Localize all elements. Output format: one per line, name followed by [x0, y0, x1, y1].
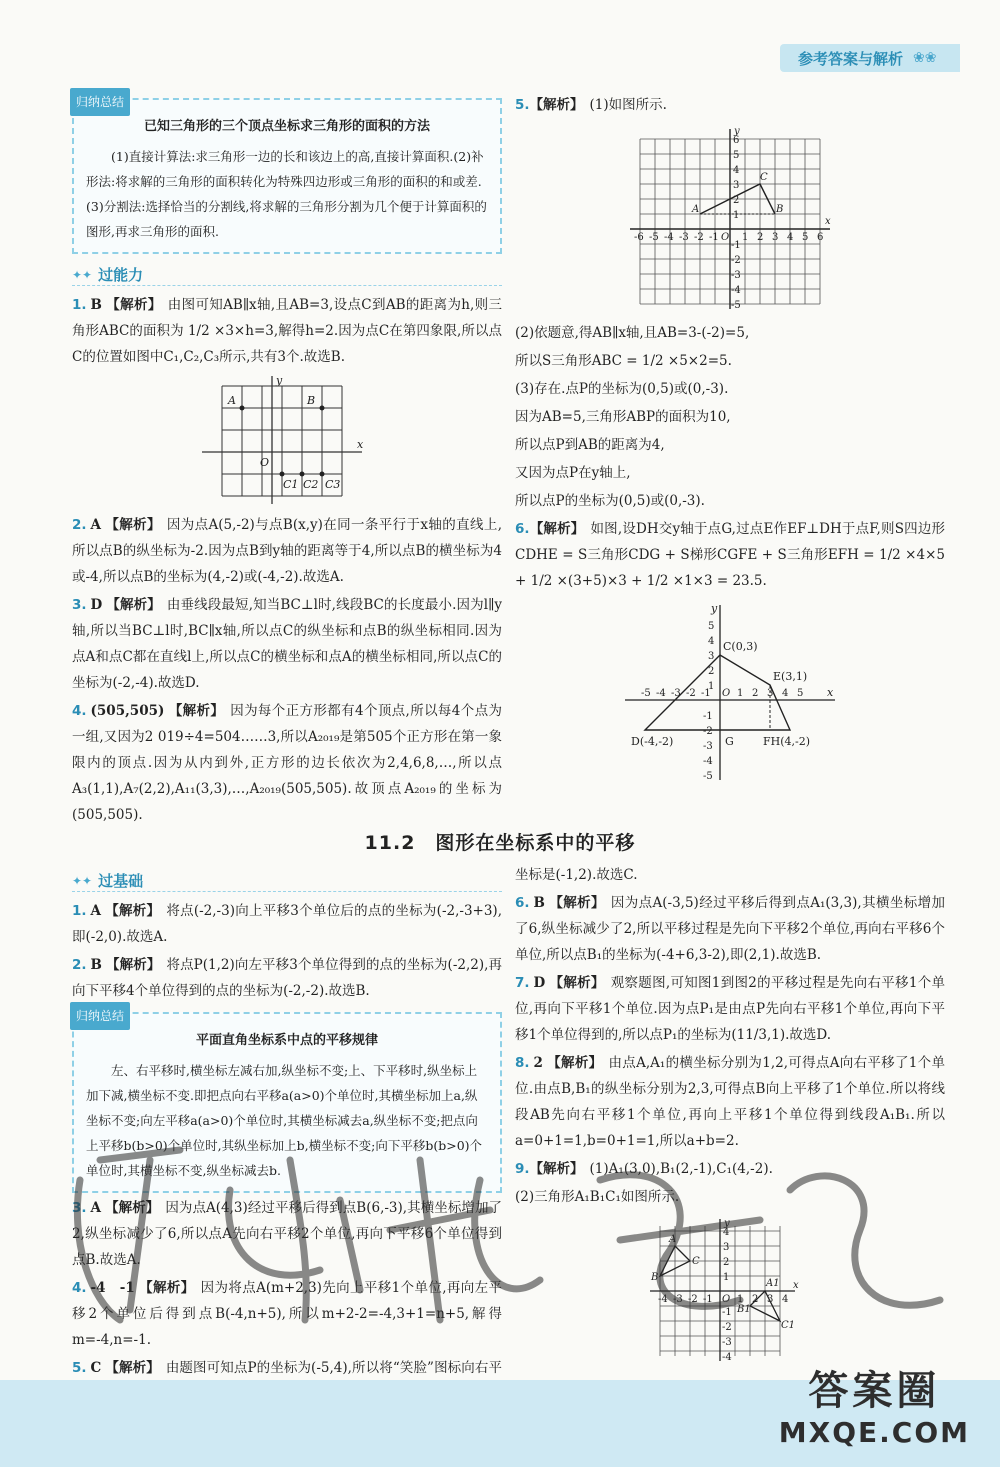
point-label-a: A: [228, 394, 236, 407]
point-label-a: A: [692, 204, 700, 215]
tick-label: -4: [703, 756, 713, 767]
tick-label: 5: [733, 150, 740, 161]
item-text: 因为每个正方形都有4个顶点,所以每4个点为一组,又因为2 019÷4=504……3,所以A₂₀₁₉是第505个正方形在第一象限内的顶点.因为从内到外,正方形的边长依次为2,4,6,8,…,所以点A₃(1,1),A₇(2,2),A₁₁(3,3),…,A₂₀₁₉(505,505).故顶点A₂₀₁₉的坐标为(505,505).: [72, 703, 502, 823]
answer-line: (2)依题意,得AB∥x轴,且AB=3-(-2)=5,: [515, 325, 750, 341]
answer-line: 所以点P的坐标为(0,5)或(0,-3).: [515, 493, 705, 509]
tick-label: -3: [731, 270, 741, 281]
axis-label-y: y: [711, 602, 718, 615]
section-bar: [72, 870, 502, 892]
answer-item: [515, 1156, 945, 1182]
item-answer: B: [90, 297, 102, 313]
summary-title: 平面直角坐标系中点的平移规律: [195, 1033, 378, 1048]
item-number: 5.: [72, 1360, 87, 1376]
summary-box-2: [72, 1009, 502, 1193]
watermark: [779, 1359, 970, 1449]
tick-label: 4: [787, 232, 794, 243]
tick-label: 6: [817, 232, 824, 243]
tick-label: -5: [703, 771, 713, 782]
answer-line: 所以点P到AB的距离为4,: [515, 437, 665, 453]
tick-label: 6: [733, 135, 740, 146]
item-answer: B: [533, 895, 545, 911]
item-text: 由题图可知点P的坐标为(-5,4),所以将“笑脸”图标向右平: [165, 1360, 502, 1376]
item-tag: 【解析】: [105, 1360, 160, 1376]
item-tag: 【解析】: [529, 521, 585, 537]
flower-icon: ❀❀: [913, 50, 937, 66]
chapter-title: 11.2 图形在坐标系中的平移: [364, 832, 636, 854]
tick-label: 4: [708, 636, 715, 647]
tick-label: 2: [708, 666, 715, 677]
tick-label: -2: [731, 255, 741, 266]
tick-label: 3: [767, 1294, 774, 1305]
point-label-d: D(-4,-2): [631, 735, 674, 748]
header-tab: [780, 44, 960, 72]
item-text: 因为点A(4,3)经过平移后得到点B(6,-3),其横坐标增加了2,纵坐标减少了6,所以点A先向右平移2个单位,再向下平移6个单位得到点B.故选A.: [72, 1200, 503, 1268]
tick-label: -2: [703, 726, 713, 737]
item-tag: 【解析】: [105, 1200, 160, 1216]
axis-label-x: x: [827, 686, 834, 699]
point-label-b: B: [307, 394, 316, 407]
summary-body: (1)直接计算法:求三角形一边的长和该边上的高,直接计算面积.(2)补形法:将求解的三角形的面积转化为特殊四边形或三角形的面积的和或差.(3)分割法:选择恰当的分割线,将求解的三角形分割为几个便于计算面积的图形,再求三角形的面积.: [86, 149, 487, 239]
answer-line: 所以S三角形ABC = 1/2 ×5×2=5.: [515, 353, 732, 369]
tick-label: 3: [767, 688, 774, 699]
tick-label: -1: [701, 688, 711, 699]
item-answer: -4 -1: [90, 1280, 135, 1296]
tick-label: 1: [733, 210, 740, 221]
point-label-b1: B1: [737, 1304, 751, 1315]
answer-item: [72, 698, 502, 828]
tick-label: -1: [703, 711, 713, 722]
item-tag: 【解析】: [105, 903, 161, 919]
item-answer: A: [90, 1200, 102, 1216]
point-label-a1: A1: [766, 1278, 780, 1289]
point-label-c1: C1: [781, 1320, 796, 1331]
item-number: 8.: [515, 1055, 530, 1071]
item-number: 3.: [72, 597, 87, 613]
answer-line: 因为AB=5,三角形ABP的面积为10,: [515, 409, 731, 425]
sparkle-icon: ✦✦: [72, 873, 93, 888]
tick-label: O: [722, 688, 731, 699]
axis-label-x: x: [793, 1280, 799, 1291]
tick-label: 1: [737, 688, 744, 699]
tick-label: -3: [679, 232, 689, 243]
answer-item: [72, 1195, 502, 1273]
item-tag: 【解析】: [105, 957, 161, 973]
axis-label-x: x: [825, 216, 831, 227]
point-label-c: C: [760, 172, 768, 183]
item-number: 6.: [515, 521, 530, 537]
tick-label: 3: [733, 180, 740, 191]
item-answer: C: [90, 1360, 102, 1376]
item-number: 4.: [72, 1280, 87, 1296]
item-text: 如图,设DH交y轴于点G,过点E作EF⊥DH于点F,则S四边形CDHE = S三角形CDG + S梯形CGFE + S三角形EFH = 1/2 ×4×5 + 1/2 ×(3+5)×3 + 1/2 ×1×3 = 23.5.: [515, 521, 946, 589]
tick-label: 2: [733, 195, 740, 206]
tick-label: 2: [723, 1257, 730, 1268]
item-text: 由图可知AB∥x轴,且AB=3,设点C到AB的距离为h,则三角形ABC的面积为 1/2 ×3×h=3,解得h=2.因为点C在第四象限,所以点C的位置如图中C₁,C₂,C₃所示,共有3个.故选B.: [72, 297, 502, 365]
tick-label: 4: [733, 165, 740, 176]
answer-item: [515, 92, 945, 118]
coordinate-figure-6: [615, 600, 845, 785]
sparkle-icon: ✦✦: [72, 267, 93, 282]
section-bar: [72, 264, 502, 286]
tick-label: -3: [722, 1337, 732, 1348]
item-answer: (505,505): [90, 703, 165, 719]
point-label-b: B: [776, 204, 784, 215]
item-answer: 2: [533, 1055, 543, 1071]
item-text: 因为将点A(m+2,3)先向上平移1个单位,再向左平移2个单位后得到点B(-4,n+5),所以m+2-2=-4,3+1=n+5,解得m=-4,n=-1.: [72, 1280, 502, 1348]
tick-label: 4: [782, 1294, 789, 1305]
tick-label: -3: [671, 688, 681, 699]
item-number: 2.: [72, 517, 87, 533]
point-label-c: C(0,3): [723, 640, 758, 653]
item-answer: B: [90, 957, 102, 973]
tick-label: -4: [664, 232, 674, 243]
point-label-c: C: [692, 1256, 700, 1267]
item-text: (1)如图所示.: [589, 97, 667, 113]
grid-figure-1: [202, 376, 372, 506]
answer-item: [72, 512, 502, 590]
tick-label: 2: [752, 1294, 759, 1305]
tick-label: 4: [782, 688, 789, 699]
tick-label: -2: [722, 1322, 732, 1333]
tick-label: 1: [742, 232, 749, 243]
tick-label: 1: [708, 681, 715, 692]
tick-label: 5: [708, 621, 715, 632]
tick-label: -1: [731, 240, 741, 251]
item-tag: 【解析】: [138, 1280, 195, 1296]
tick-label: 4: [723, 1227, 730, 1238]
summary-box-1: [72, 95, 502, 254]
axis-label-y: y: [734, 126, 740, 137]
section-title: 过基础: [98, 871, 144, 890]
tick-label: -3: [703, 741, 713, 752]
summary-title: 已知三角形的三个顶点坐标求三角形的面积的方法: [143, 119, 430, 134]
item-tag: 【解析】: [549, 975, 605, 991]
item-answer: D: [90, 597, 103, 613]
tick-label: -5: [641, 688, 651, 699]
answer-item: [72, 592, 502, 696]
item-text: 将点P(1,2)向左平移3个单位得到的点的坐标为(-2,2),再向下平移4个单位得到的点的坐标为(-2,-2).故选B.: [72, 957, 503, 999]
item-tag: 【解析】: [546, 1055, 603, 1071]
tick-label: -6: [634, 232, 644, 243]
tick-label: -4: [656, 688, 666, 699]
item-number: 2.: [72, 957, 87, 973]
tick-label: 1: [723, 1272, 730, 1283]
axis-label-x: x: [357, 438, 364, 451]
grid-figure-5: [620, 124, 840, 314]
answer-item: [515, 890, 945, 968]
item-number: 5.: [515, 97, 530, 113]
answer-line: 又因为点P在y轴上,: [515, 465, 631, 481]
tick-label: 3: [708, 651, 715, 662]
item-text: 因为点A(-3,5)经过平移后得到点A₁(3,3),其横坐标增加了6,纵坐标减少了2,所以平移过程是先向下平移2个单位,再向右平移6个单位,所以点B₁的坐标为(-4+6,3-2),即(2,1).故选B.: [515, 895, 945, 963]
tick-label: 3: [723, 1242, 730, 1253]
item-number: 7.: [515, 975, 530, 991]
tick-label: -1: [722, 1307, 732, 1318]
tick-label: -2: [694, 232, 704, 243]
tick-label: -4: [658, 1294, 668, 1305]
item-number: 1.: [72, 297, 87, 313]
point-label-c3: C3: [325, 478, 341, 491]
item-number: 3.: [72, 1200, 87, 1216]
item-number: 9.: [515, 1161, 530, 1177]
tick-label: 2: [757, 232, 764, 243]
section-title: 过能力: [98, 265, 144, 284]
item-tag: 【解析】: [529, 1161, 584, 1177]
item-answer: D: [533, 975, 546, 991]
answer-line: (3)存在.点P的坐标为(0,5)或(0,-3).: [515, 381, 729, 397]
item-number: 4.: [72, 703, 87, 719]
item-answer: A: [90, 517, 102, 533]
left-column: [72, 90, 502, 830]
item-text: 由点A,A₁的横坐标分别为1,2,可得点A向右平移了1个单位.由点B,B₁的纵坐标分别为2,3,可得点B向上平移了1个单位.所以将线段AB先向右平移1个单位,再向上平移1个单位得到线段A₁B₁.所以a=0+1=1,b=0+1=1,所以a+b=2.: [515, 1055, 945, 1149]
item-tag: 【解析】: [106, 597, 161, 613]
grid-figure-9: [645, 1216, 815, 1366]
tick-label: -5: [649, 232, 659, 243]
answer-item: [515, 516, 945, 594]
tick-label: 1: [737, 1294, 744, 1305]
summary-tag: 归纳总结: [70, 88, 130, 116]
item-tag: 【解析】: [168, 703, 225, 719]
summary-tag: 归纳总结: [70, 1002, 130, 1030]
header-tab-label: 参考答案与解析: [798, 49, 904, 68]
answer-item: [72, 898, 502, 950]
item-tag: 【解析】: [105, 517, 161, 533]
right-column: [515, 90, 945, 791]
summary-body: 左、右平移时,横坐标左减右加,纵坐标不变;上、下平移时,纵坐标上加下减,横坐标不变.即把点向右平移a(a>0)个单位时,其横坐标加上a,纵坐标不变;向左平移a(a>0)个单位时,其横坐标减去a,纵坐标不变;把点向上平移b(b>0)个单位时,其纵坐标加上b,横坐标不变;向下平移b(b>0)个单位时,其横坐标不变,纵坐标减去b.: [86, 1063, 483, 1178]
answer-item: [72, 952, 502, 1004]
point-label-b: B: [651, 1272, 659, 1283]
item-text: (1)A₁(3,0),B₁(2,-1),C₁(4,-2).: [589, 1161, 773, 1177]
tick-label: 5: [797, 688, 804, 699]
point-label-g: G: [725, 735, 734, 748]
tick-label: O: [722, 1294, 731, 1305]
tick-label: -4: [731, 285, 741, 296]
tick-label: 3: [772, 232, 779, 243]
point-label-a: A: [669, 1234, 677, 1245]
point-label-e: E(3,1): [773, 670, 808, 683]
answer-item: [515, 970, 945, 1048]
answer-item: [72, 1275, 502, 1353]
left-column-2: [72, 860, 502, 1409]
answer-item: [515, 1050, 945, 1154]
item-tag: 【解析】: [548, 895, 605, 911]
item-tag: 【解析】: [529, 97, 584, 113]
tick-label: -2: [686, 688, 696, 699]
tick-label: -1: [703, 1294, 713, 1305]
item-text: 因为点A(5,-2)与点B(x,y)在同一条平行于x轴的直线上,所以点B的纵坐标为-2.因为点B到y轴的距离等于4,所以点B的横坐标为4或-4,所以点B的坐标为(4,-2)或(-4,-2).故选A.: [72, 517, 502, 585]
watermark-logo-text: 答案圈: [808, 1368, 941, 1414]
watermark-url: MXQE.COM: [778, 1416, 970, 1449]
axis-label-y: y: [724, 1218, 730, 1229]
axis-label-y: y: [276, 376, 283, 387]
origin-label: O: [260, 456, 270, 469]
origin-label: O: [721, 232, 730, 243]
item-answer: A: [90, 903, 102, 919]
answer-item: [72, 292, 502, 370]
tick-label: -4: [722, 1352, 732, 1363]
point-label-c1: C1: [283, 478, 299, 491]
point-label-c2: C2: [303, 478, 319, 491]
item-text: 由垂线段最短,知当BC⊥l时,线段BC的长度最小.因为l∥y轴,所以当BC⊥l时,BC∥x轴,所以点C的纵坐标和点B的纵坐标相同.因为点A和点C都在直线l上,所以点C的横坐标和点A的横坐标相同,所以点C的坐标为(-2,-4).故选D.: [72, 597, 502, 691]
right-column-2: [515, 860, 945, 1372]
item-tag: 【解析】: [105, 297, 162, 313]
answer-line: (2)三角形A₁B₁C₁如图所示.: [515, 1189, 680, 1205]
tick-label: -2: [688, 1294, 698, 1305]
tick-label: 2: [752, 688, 759, 699]
tick-label: -3: [673, 1294, 683, 1305]
point-label-fh: FH(4,-2): [763, 735, 811, 748]
item-number: 1.: [72, 903, 87, 919]
answer-line: 坐标是(-1,2).故选C.: [515, 867, 638, 883]
item-text: 将点(-2,-3)向上平移3个单位后的点的坐标为(-2,-3+3),即(-2,0).故选A.: [72, 903, 502, 945]
tick-label: -1: [709, 232, 719, 243]
tick-label: -5: [731, 300, 741, 311]
item-text: 观察题图,可知图1到图2的平移过程是先向右平移1个单位,再向下平移1个单位.因为点P₁是由点P先向右平移1个单位,再向下平移1个单位得到的,所以点P₁的坐标为(11/3,1).故选D.: [515, 975, 946, 1043]
tick-label: 5: [802, 232, 809, 243]
item-number: 6.: [515, 895, 530, 911]
